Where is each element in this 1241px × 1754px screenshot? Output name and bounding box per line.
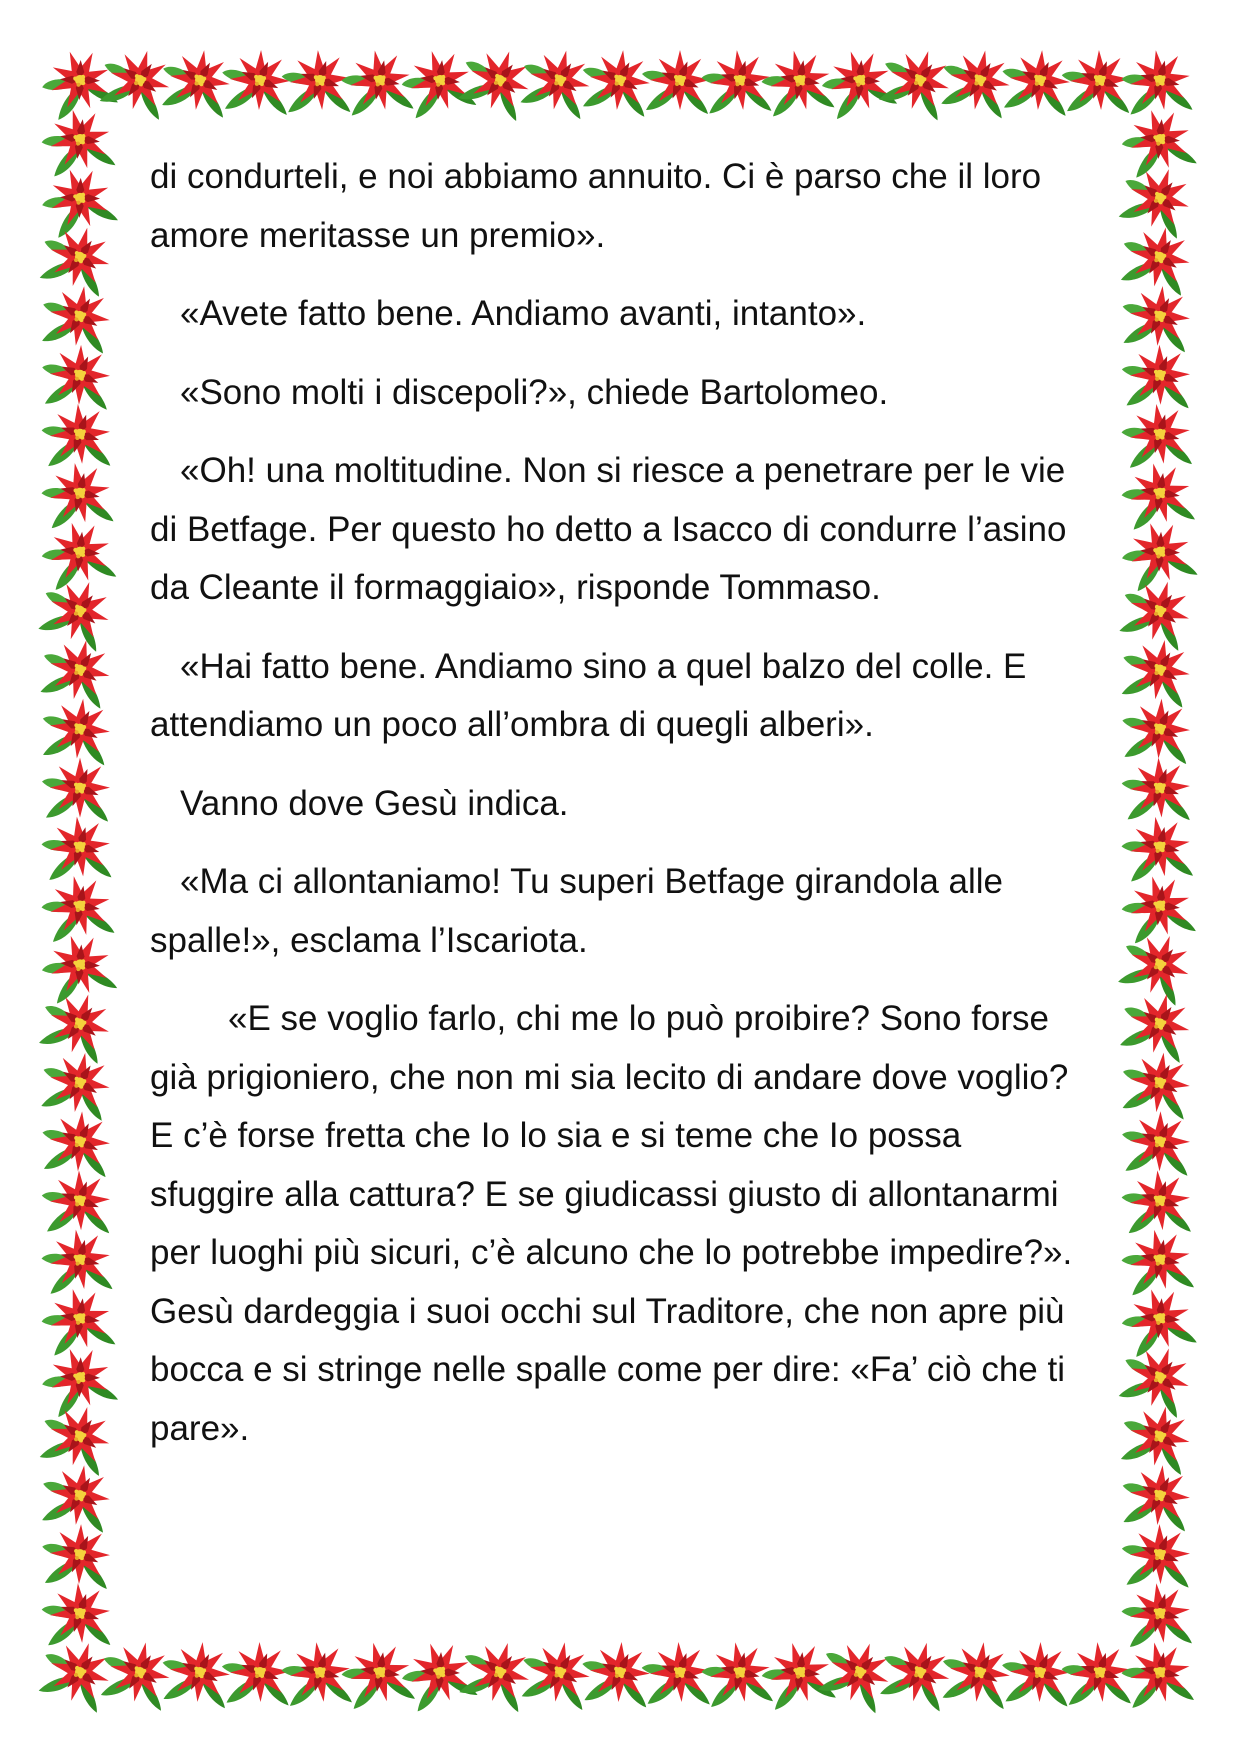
poinsettia-icon (158, 45, 234, 118)
poinsettia-icon (1116, 220, 1195, 296)
poinsettia-icon (579, 46, 653, 117)
poinsettia-icon (1119, 283, 1192, 353)
poinsettia-icon (1116, 457, 1197, 535)
poinsettia-icon (813, 1631, 898, 1714)
paragraph: «Hai fatto bene. Andiamo sino a quel balzo del colle. E attendiamo un poco all’ombra di quegli alberi». (150, 646, 1037, 744)
poinsettia-icon (1115, 1281, 1199, 1362)
poinsettia-icon (875, 1634, 956, 1712)
poinsettia-icon (1119, 1580, 1194, 1652)
poinsettia-icon (756, 1635, 838, 1714)
poinsettia-icon (38, 1225, 114, 1298)
poinsettia-icon (1113, 924, 1198, 1007)
paragraph: «Ma ci allontaniamo! Tu superi Betfage girandola alle spalle!», esclama l’Iscariota. (150, 862, 1013, 960)
poinsettia-icon (40, 1581, 112, 1650)
poinsettia-icon (34, 159, 120, 242)
poinsettia-icon (1118, 46, 1194, 119)
poinsettia-icon (1114, 514, 1199, 597)
poinsettia-icon (33, 570, 117, 652)
poinsettia-icon (874, 41, 957, 121)
poinsettia-icon (36, 103, 117, 182)
poinsettia-icon (1120, 1168, 1193, 1238)
poinsettia-icon (39, 814, 113, 885)
paragraph: «Oh! una moltitudine. Non si riesce a penetrare per le vie di Betfage. Per questo ho detto a Isacco di condurre l’asino da Cleante il formaggiaio», risponde Tommaso. (150, 451, 1077, 607)
poinsettia-icon (41, 1523, 111, 1589)
poinsettia-icon (516, 43, 596, 120)
poinsettia-icon (37, 1046, 115, 1121)
paragraph: «Avete fatto bene. Andiamo avanti, intanto». (180, 294, 867, 333)
poinsettia-icon (38, 281, 114, 354)
poinsettia-icon (1118, 1048, 1193, 1120)
poinsettia-icon (517, 1636, 594, 1710)
poinsettia-icon (35, 219, 116, 298)
poinsettia-icon (640, 1640, 711, 1707)
poinsettia-icon (937, 44, 1015, 119)
poinsettia-icon (34, 42, 120, 125)
poinsettia-icon (40, 402, 112, 471)
poinsettia-icon (1114, 572, 1196, 651)
poinsettia-icon (1118, 812, 1195, 886)
poinsettia-icon (42, 758, 110, 822)
poinsettia-icon (1114, 1337, 1198, 1418)
poinsettia-icon (35, 515, 118, 595)
poinsettia-icon (642, 50, 710, 114)
poinsettia-icon (39, 695, 113, 766)
poinsettia-icon (34, 1339, 120, 1422)
poinsettia-icon (34, 1632, 118, 1713)
poinsettia-icon (1116, 1399, 1195, 1475)
poinsettia-icon (1000, 47, 1072, 116)
poinsettia-icon (1121, 1524, 1190, 1589)
poinsettia-icon (453, 40, 537, 122)
poinsettia-icon (395, 43, 478, 123)
poinsettia-icon (36, 1282, 117, 1361)
poinsettia-icon (37, 458, 115, 533)
poinsettia-icon (221, 49, 291, 115)
poinsettia-icon (1001, 1641, 1070, 1706)
poinsettia-icon (1117, 1224, 1196, 1300)
poinsettia-icon (38, 1460, 114, 1533)
poinsettia-icon (1115, 102, 1199, 183)
poinsettia-icon (159, 1639, 232, 1709)
poinsettia-icon (1117, 634, 1194, 708)
poinsettia-icon (815, 42, 899, 124)
poinsettia-icon (336, 1636, 417, 1714)
poinsettia-icon (35, 1398, 116, 1477)
poinsettia-icon (1060, 1639, 1133, 1709)
poinsettia-icon (221, 1641, 290, 1706)
poinsettia-icon (454, 1633, 536, 1712)
poinsettia-icon (1120, 756, 1191, 823)
poinsettia-icon (280, 48, 352, 117)
poinsettia-icon (36, 632, 116, 709)
poinsettia-icon (41, 1169, 111, 1235)
poinsettia-icon (394, 1634, 479, 1717)
poinsettia-icon (96, 1635, 175, 1711)
poinsettia-icon (95, 42, 176, 121)
poinsettia-icon (1061, 49, 1131, 115)
paragraph: Vanno dove Gesù indica. (180, 783, 569, 823)
poinsettia-icon (1121, 344, 1190, 409)
poinsettia-icon (1114, 158, 1198, 239)
poinsettia-icon (37, 870, 117, 947)
poinsettia-icon (1119, 400, 1194, 472)
document-body (150, 148, 1090, 1478)
poinsettia-icon (1116, 869, 1198, 948)
poinsettia-icon (1119, 1462, 1192, 1532)
paragraph: di condurteli, e noi abbiamo annuito. Ci è parso che il loro amore meritasse un premio». (150, 157, 1051, 255)
paragraph: «E se voglio farlo, chi me lo può proibire? Sono forse già prigioniero, che non mi sia lecito di andare dove voglio? E c’è forse fretta che Io lo sia e si teme che Io possa sfuggire alla cattura? E se giudicassi giusto di allontanarmi per luoghi più sicuri, c’è alcuno che lo potrebbe impedire?». Gesù dardeggia i suoi occhi sul Traditore, che non apre più bocca e si stringe nelle spalle come per dire: «Fa’ ciò che ti pare». (150, 999, 1082, 1448)
poinsettia-icon (580, 1640, 651, 1707)
poinsettia-icon (34, 984, 117, 1064)
poinsettia-icon (1120, 697, 1191, 764)
poinsettia-icon (1121, 1111, 1190, 1176)
poinsettia-icon (35, 927, 119, 1009)
poinsettia-icon (1115, 986, 1196, 1064)
poinsettia-icon (938, 1638, 1013, 1710)
poinsettia-icon (41, 343, 111, 409)
paragraph: «Sono molti i discepoli?», chiede Bartolomeo. (180, 372, 889, 412)
